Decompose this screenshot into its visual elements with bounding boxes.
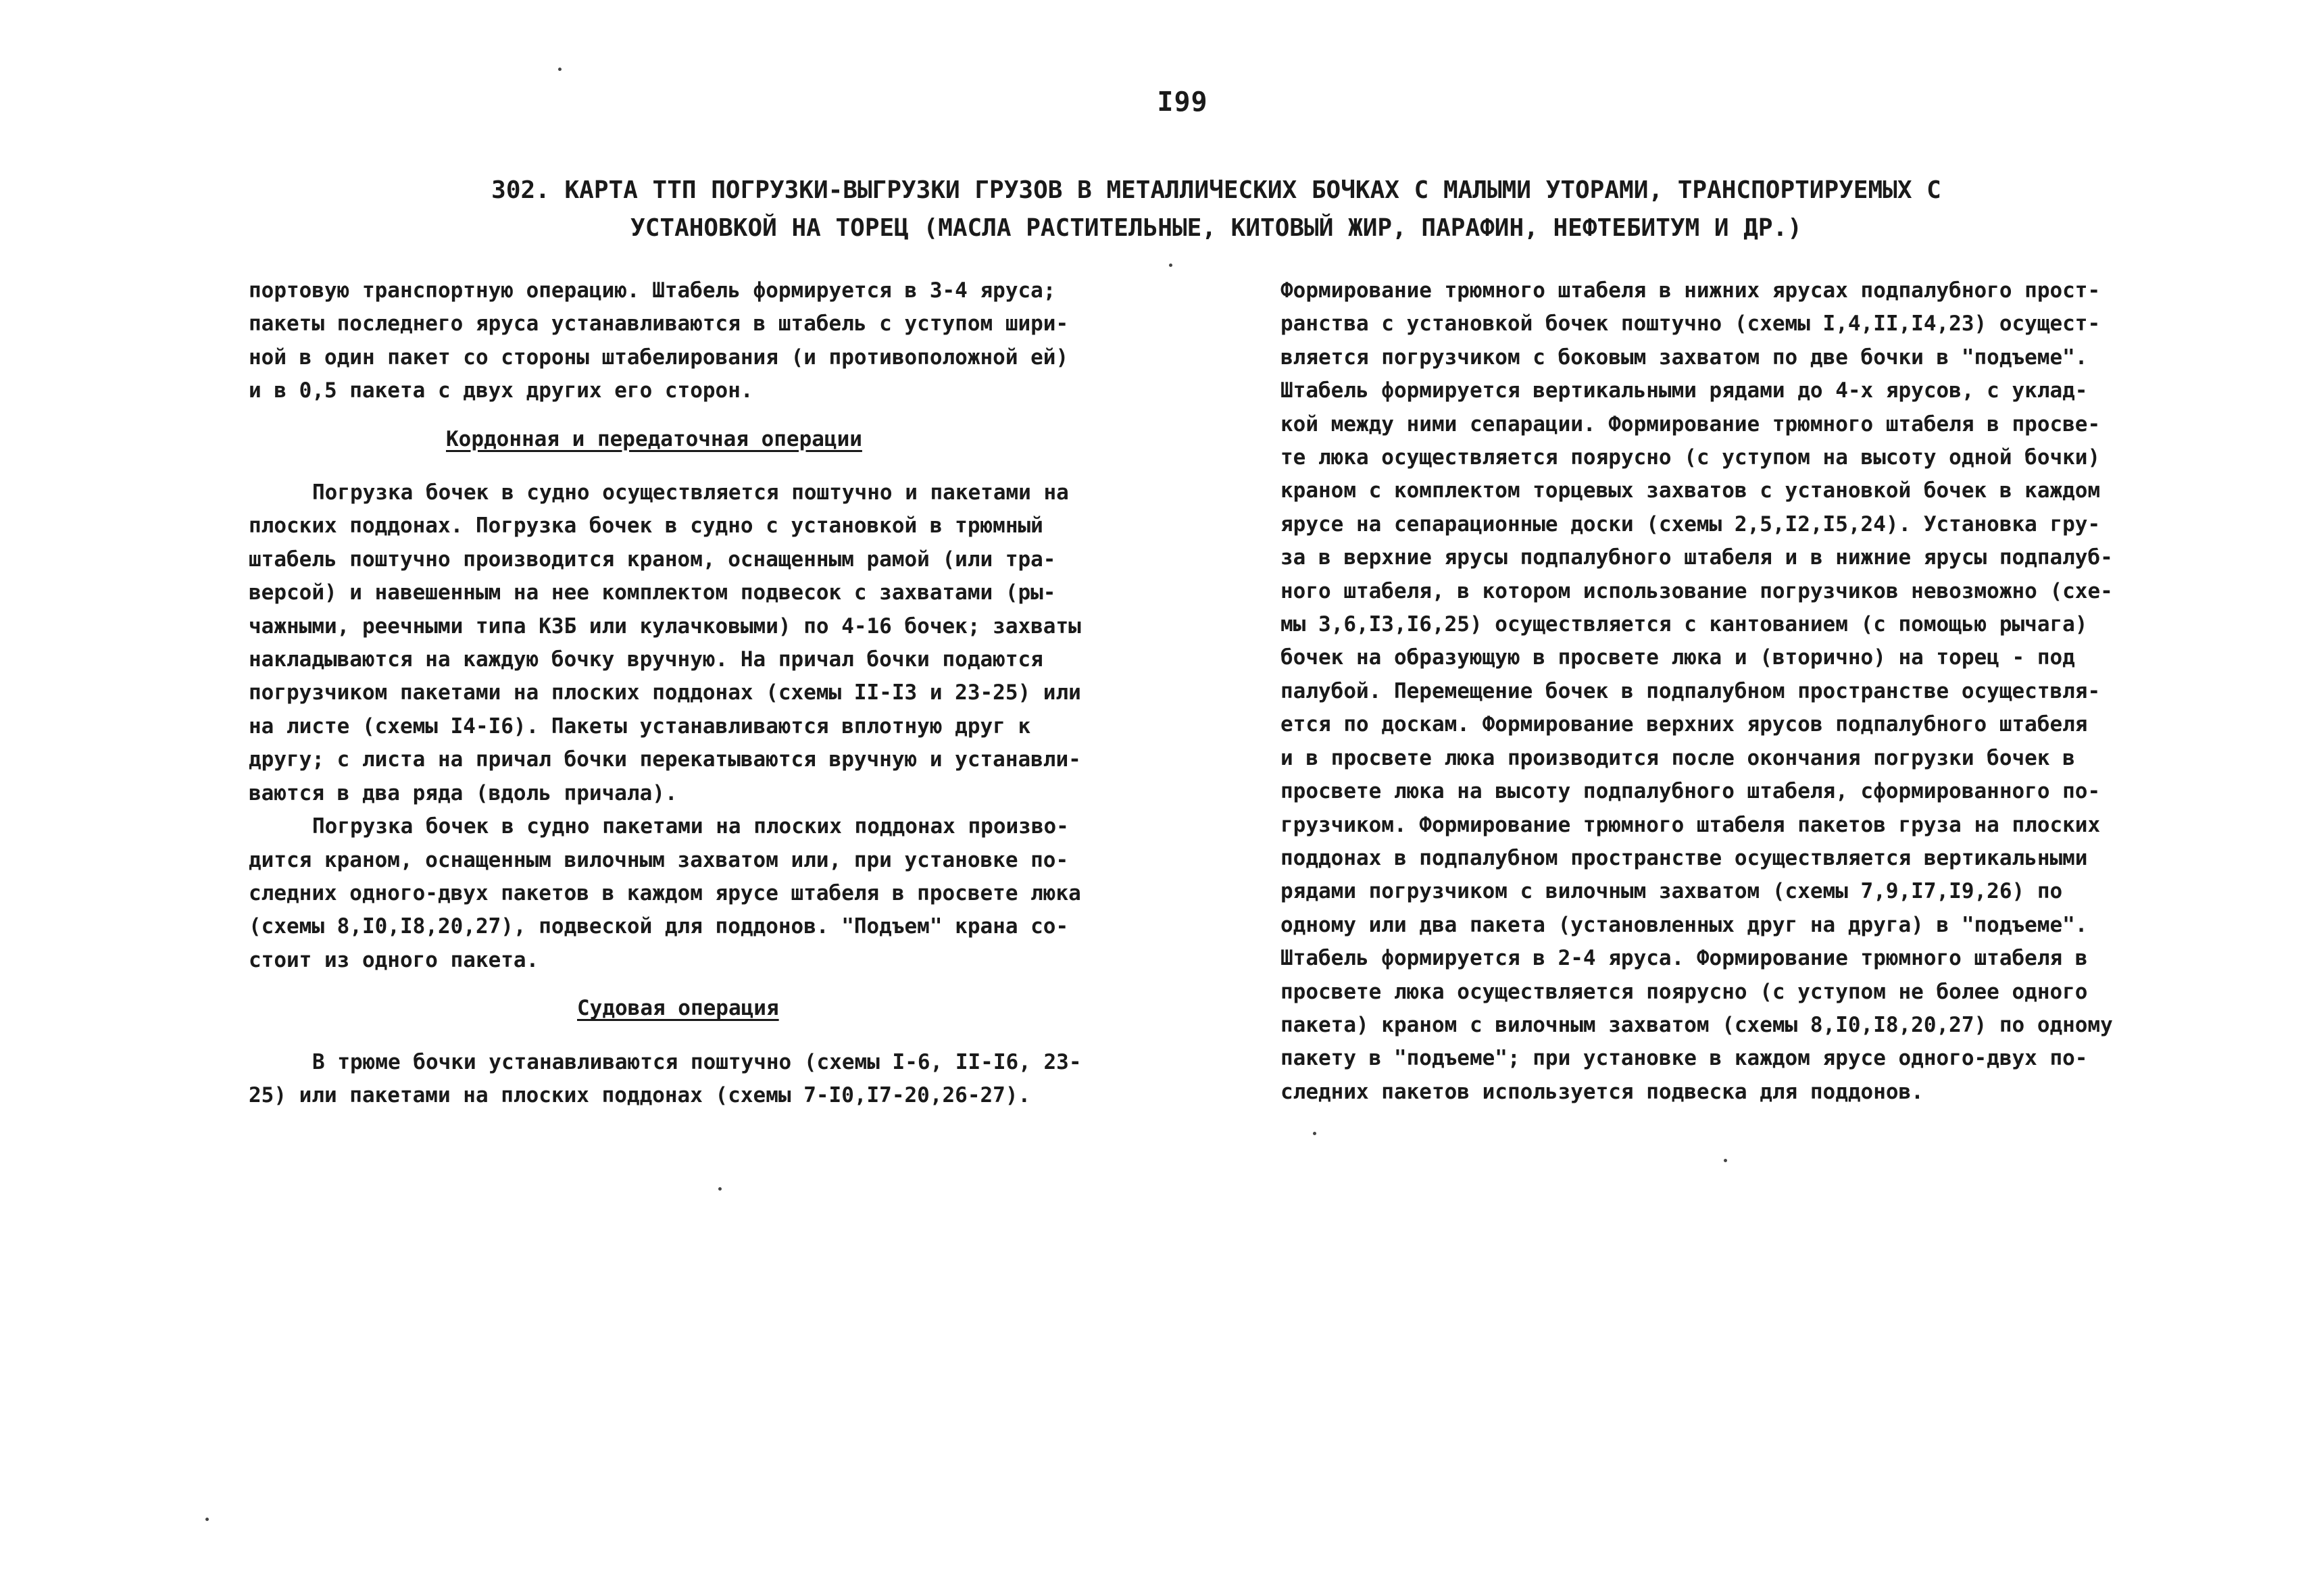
page-number: I99 <box>1157 86 1208 118</box>
text-line: вляется погрузчиком с боковым захватом по две бочки в "подъеме". <box>1280 345 2088 370</box>
text-line: портовую транспортную операцию. Штабель формируется в 3-4 яруса; <box>249 278 1056 303</box>
text-line: чажными, реечными типа КЗБ или кулачковыми) по 4-16 бочек; захваты <box>249 614 1081 639</box>
text-line: ного штабеля, в котором использование погрузчиков невозможно (схе- <box>1280 578 2113 603</box>
text-line: ярусе на сепарационные доски (схемы 2,5,I2,I5,24). Установка гру- <box>1280 512 2101 537</box>
text-line: плоских поддонах. Погрузка бочек в судно с установкой в трюмный <box>249 514 1043 539</box>
text-line: те люка осуществляется поярусно (с уступом на высоту одной бочки) <box>1280 445 2101 470</box>
page-title <box>473 172 1960 247</box>
title-line: 302. КАРТА ТТП ПОГРУЗКИ-ВЫГРУЗКИ ГРУЗОВ В МЕТАЛЛИЧЕСКИХ БОЧКАХ С МАЛЫМИ УТОРАМИ, ТРАНСПОРТИРУЕМЫХ С <box>491 176 1941 204</box>
text-line: пакета) краном с вилочным захватом (схемы 8,I0,I8,20,27) по одному <box>1280 1012 2113 1037</box>
text-line: Формирование трюмного штабеля в нижних ярусах подпалубного прост- <box>1280 278 2101 303</box>
scan-speck <box>1169 264 1172 267</box>
text-line: Штабель формируется вертикальными рядами до 4-х ярусов, с уклад- <box>1280 378 2088 403</box>
scan-speck <box>1313 1132 1316 1135</box>
left-column <box>249 274 1174 1112</box>
text-line: поддонах в подпалубном пространстве осуществляется вертикальными <box>1280 845 2088 870</box>
text-line: ранства с установкой бочек поштучно (схемы I,4,II,I4,23) осущест- <box>1280 311 2101 336</box>
text-line: другу; с листа на причал бочки перекатываются вручную и устанавли- <box>249 747 1081 772</box>
text-line: рядами погрузчиком с вилочным захватом (схемы 7,9,I7,I9,26) по <box>1280 879 2063 904</box>
text-line: Штабель формируется в 2-4 яруса. Формирование трюмного штабеля в <box>1280 946 2088 971</box>
scan-speck <box>718 1187 722 1191</box>
text-line: бочек на образующую в просвете люка и (вторично) на торец - под <box>1280 645 2075 670</box>
text-line: и в просвете люка производится после окончания погрузки бочек в <box>1280 745 2075 770</box>
text-line: стоит из одного пакета. <box>249 947 539 972</box>
text-line: В трюме бочки устанавливаются поштучно (схемы I-6, II-I6, 23- <box>312 1049 1082 1074</box>
right-column <box>1280 274 2206 1109</box>
text-line: грузчиком. Формирование трюмного штабеля пакетов груза на плоских <box>1280 812 2101 837</box>
section-heading-cordon: Кордонная и передаточная операции <box>446 426 862 451</box>
scan-speck <box>1724 1159 1727 1162</box>
text-line: на листе (схемы I4-I6). Пакеты устанавливаются вплотную друг к <box>249 714 1031 739</box>
text-line: штабель поштучно производится краном, оснащенным рамой (или тра- <box>249 547 1056 572</box>
text-line: ной в один пакет со стороны штабелирования (и противоположной ей) <box>249 345 1069 370</box>
text-line: палубой. Перемещение бочек в подпалубном пространстве осуществля- <box>1280 678 2101 703</box>
section-heading-ship: Судовая операция <box>577 996 779 1021</box>
text-line: за в верхние ярусы подпалубного штабеля и в нижние ярусы подпалуб- <box>1280 545 2113 570</box>
text-line: просвете люка осуществляется поярусно (с уступом не более одного <box>1280 979 2088 1004</box>
text-line: следних пакетов используется подвеска для поддонов. <box>1280 1079 1924 1104</box>
text-line: кой между ними сепарации. Формирование трюмного штабеля в просве- <box>1280 412 2101 437</box>
scan-speck <box>205 1518 209 1521</box>
text-line: погрузчиком пакетами на плоских поддонах (схемы II-I3 и 23-25) или <box>249 680 1081 705</box>
text-line: Погрузка бочек в судно пакетами на плоских поддонах произво- <box>312 814 1069 839</box>
text-line: версой) и навешенным на нее комплектом подвесок с захватами (ры- <box>249 580 1056 605</box>
text-line: дится краном, оснащенным вилочным захватом или, при установке по- <box>249 847 1069 872</box>
text-line: и в 0,5 пакета с двух других его сторон. <box>249 378 753 403</box>
text-line: (схемы 8,I0,I8,20,27), подвеской для поддонов. "Подъем" крана со- <box>249 914 1069 939</box>
scan-speck <box>558 68 562 71</box>
title-line: УСТАНОВКОЙ НА ТОРЕЦ (МАСЛА РАСТИТЕЛЬНЫЕ, КИТОВЫЙ ЖИР, ПАРАФИН, НЕФТЕБИТУМ И ДР.) <box>630 214 1802 242</box>
text-line: следних одного-двух пакетов в каждом ярусе штабеля в просвете люка <box>249 880 1081 905</box>
text-line: ваются в два ряда (вдоль причала). <box>249 780 678 805</box>
text-line: одному или два пакета (установленных друг на друга) в "подъеме". <box>1280 912 2088 937</box>
text-line: просвете люка на высоту подпалубного штабеля, сформированного по- <box>1280 779 2101 804</box>
text-line: пакету в "подъеме"; при установке в каждом ярусе одного-двух по- <box>1280 1046 2088 1071</box>
text-line: краном с комплектом торцевых захватов с установкой бочек в каждом <box>1280 478 2101 503</box>
text-line: 25) или пакетами на плоских поддонах (схемы 7-I0,I7-20,26-27). <box>249 1082 1031 1107</box>
text-line: ется по доскам. Формирование верхних ярусов подпалубного штабеля <box>1280 712 2088 737</box>
text-line: мы 3,6,I3,I6,25) осуществляется с кантованием (с помощью рычага) <box>1280 612 2088 637</box>
text-line: Погрузка бочек в судно осуществляется поштучно и пакетами на <box>312 480 1069 505</box>
text-line: пакеты последнего яруса устанавливаются в штабель с уступом шири- <box>249 311 1069 336</box>
text-line: накладываются на каждую бочку вручную. На причал бочки подаются <box>249 647 1043 672</box>
